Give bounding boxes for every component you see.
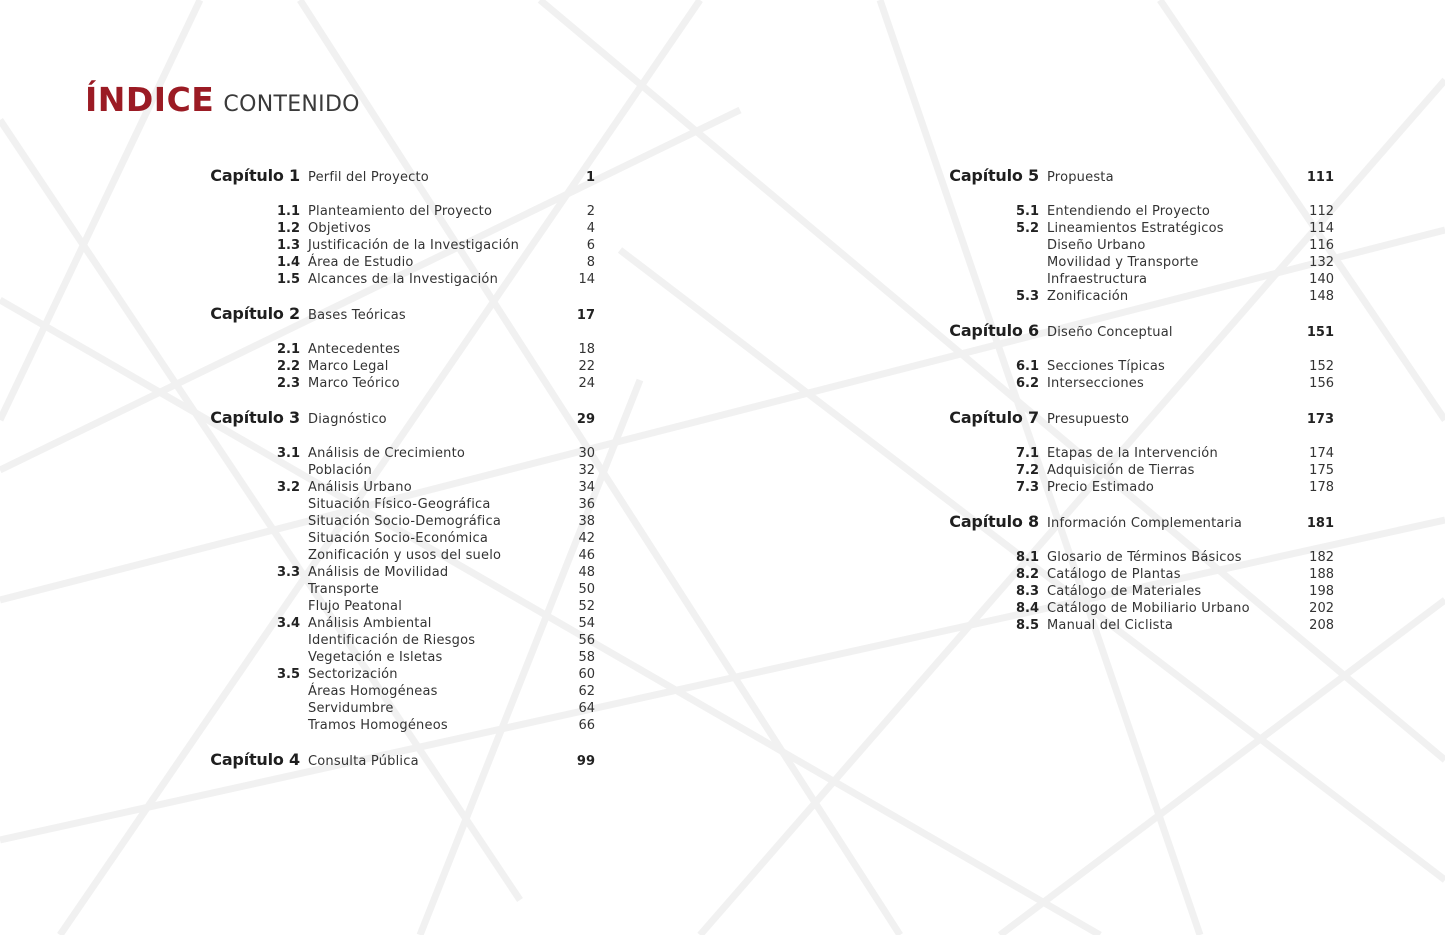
section-number: 8.2: [1015, 567, 1039, 582]
section-title: Situación Físico-Geográfica: [308, 497, 491, 512]
section-title: Manual del Ciclista: [1047, 618, 1174, 633]
index-title: ÍNDICE: [85, 80, 215, 119]
section-page-number: 48: [578, 565, 595, 580]
section-page-number: 38: [578, 514, 595, 529]
section-number: 8.5: [1015, 618, 1039, 633]
section-title: Situación Socio-Económica: [308, 531, 488, 546]
toc-entry-row[interactable]: [934, 550, 1334, 567]
section-number: 1.4: [276, 255, 300, 270]
page-header: [85, 80, 360, 119]
section-title: Lineamientos Estratégicos: [1047, 221, 1224, 236]
section-title: Planteamiento del Proyecto: [308, 204, 493, 219]
toc-entry-row[interactable]: [934, 601, 1334, 618]
section-number: 1.5: [276, 272, 300, 287]
section-title: Precio Estimado: [1047, 480, 1155, 495]
chapter-number: Capítulo 2: [210, 304, 300, 323]
toc-entry-row[interactable]: [195, 667, 595, 684]
toc-entry-row[interactable]: [195, 599, 595, 616]
section-title: Situación Socio-Demográfica: [308, 514, 501, 529]
section-title: Identificación de Riesgos: [308, 633, 476, 648]
section-number: 3.4: [276, 616, 300, 631]
section-page-number: 52: [578, 599, 595, 614]
section-title: Análisis Urbano: [308, 480, 412, 495]
section-page-number: 112: [1309, 204, 1334, 219]
section-page-number: 24: [578, 376, 595, 391]
section-page-number: 140: [1309, 272, 1334, 287]
section-title: Catálogo de Materiales: [1047, 584, 1202, 599]
chapter-number: Capítulo 4: [210, 750, 300, 769]
toc-entry-row[interactable]: [934, 480, 1334, 497]
chapter-number: Capítulo 7: [949, 408, 1039, 427]
toc-right-column: [934, 166, 1334, 650]
toc-entry-row[interactable]: [195, 359, 595, 376]
toc-entry-row[interactable]: [934, 204, 1334, 221]
section-number: 8.1: [1015, 550, 1039, 565]
section-page-number: 8: [586, 255, 595, 270]
section-number: 2.2: [276, 359, 300, 374]
toc-entry-row[interactable]: [195, 238, 595, 255]
section-title: Análisis de Crecimiento: [308, 446, 466, 461]
section-number: 5.1: [1015, 204, 1039, 219]
section-title: Marco Legal: [308, 359, 389, 374]
section-page-number: 58: [578, 650, 595, 665]
section-page-number: 32: [578, 463, 595, 478]
section-page-number: 50: [578, 582, 595, 597]
toc-entry-row[interactable]: [195, 616, 595, 633]
toc-entry-row[interactable]: [195, 221, 595, 238]
toc-entry-row[interactable]: [934, 446, 1334, 463]
section-title: Análisis Ambiental: [308, 616, 432, 631]
chapter-heading-row[interactable]: [934, 166, 1334, 188]
toc-entry-row[interactable]: [195, 342, 595, 359]
toc-entry-row[interactable]: [195, 548, 595, 565]
section-page-number: 188: [1309, 567, 1334, 582]
section-title: Etapas de la Intervención: [1047, 446, 1218, 461]
toc-entry-row[interactable]: [934, 618, 1334, 635]
toc-entry-row[interactable]: [195, 204, 595, 221]
section-number: 1.1: [276, 204, 300, 219]
chapter-title: Información Complementaria: [1047, 516, 1243, 531]
section-number: 2.3: [276, 376, 300, 391]
chapter-block: [195, 166, 595, 289]
chapter-number: Capítulo 6: [949, 321, 1039, 340]
section-title: Infraestructura: [1047, 272, 1148, 287]
toc-entry-row[interactable]: [934, 359, 1334, 376]
section-number: 3.1: [276, 446, 300, 461]
toc-entry-row[interactable]: [195, 684, 595, 701]
section-title: Vegetación e Isletas: [308, 650, 443, 665]
section-title: Glosario de Términos Básicos: [1047, 550, 1242, 565]
section-page-number: 30: [578, 446, 595, 461]
section-number: 6.2: [1015, 376, 1039, 391]
toc-left-column: [195, 166, 595, 788]
chapter-page-number: 151: [1306, 325, 1334, 340]
section-page-number: 202: [1309, 601, 1334, 616]
section-title: Sectorización: [308, 667, 398, 682]
section-page-number: 152: [1309, 359, 1334, 374]
section-number: 3.2: [276, 480, 300, 495]
toc-entry-row[interactable]: [934, 272, 1334, 289]
section-title: Alcances de la Investigación: [308, 272, 499, 287]
section-page-number: 208: [1309, 618, 1334, 633]
chapter-block: [195, 304, 595, 393]
toc-entry-row[interactable]: [195, 650, 595, 667]
toc-entry-row[interactable]: [195, 633, 595, 650]
toc-entry-row[interactable]: [195, 718, 595, 735]
section-title: Catálogo de Plantas: [1047, 567, 1181, 582]
toc-entry-row[interactable]: [195, 446, 595, 463]
section-page-number: 56: [578, 633, 595, 648]
chapter-heading-row[interactable]: [195, 750, 595, 772]
section-title: Diseño Urbano: [1047, 238, 1146, 253]
chapter-block: [934, 512, 1334, 635]
section-page-number: 132: [1309, 255, 1334, 270]
section-page-number: 42: [578, 531, 595, 546]
section-number: 7.3: [1015, 480, 1039, 495]
section-number: 7.1: [1015, 446, 1039, 461]
section-number: 7.2: [1015, 463, 1039, 478]
section-title: Entendiendo el Proyecto: [1047, 204, 1211, 219]
section-page-number: 2: [586, 204, 595, 219]
chapter-heading-row[interactable]: [195, 166, 595, 188]
chapter-block: [934, 166, 1334, 306]
section-page-number: 14: [578, 272, 595, 287]
section-title: Análisis de Movilidad: [308, 565, 449, 580]
section-page-number: 64: [578, 701, 595, 716]
section-title: Justificación de la Investigación: [308, 238, 520, 253]
chapter-title: Presupuesto: [1047, 412, 1130, 427]
chapter-heading-row[interactable]: [934, 408, 1334, 430]
chapter-title: Bases Teóricas: [308, 308, 406, 323]
section-page-number: 60: [578, 667, 595, 682]
section-page-number: 198: [1309, 584, 1334, 599]
section-title: Áreas Homogéneas: [308, 684, 438, 699]
toc-entry-row[interactable]: [195, 480, 595, 497]
section-page-number: 66: [578, 718, 595, 733]
section-title: Área de Estudio: [308, 255, 414, 270]
chapter-number: Capítulo 5: [949, 166, 1039, 185]
chapter-block: [934, 321, 1334, 393]
section-page-number: 4: [586, 221, 595, 236]
section-page-number: 178: [1309, 480, 1334, 495]
toc-entry-row[interactable]: [934, 221, 1334, 238]
toc-entry-row[interactable]: [195, 255, 595, 272]
section-title: Intersecciones: [1047, 376, 1144, 391]
chapter-page-number: 111: [1306, 170, 1334, 185]
section-title: Catálogo de Mobiliario Urbano: [1047, 601, 1250, 616]
section-title: Secciones Típicas: [1047, 359, 1165, 374]
section-title: Servidumbre: [308, 701, 394, 716]
toc-entry-row[interactable]: [934, 567, 1334, 584]
chapter-block: [195, 750, 595, 772]
section-page-number: 174: [1309, 446, 1334, 461]
toc-entry-row[interactable]: [195, 582, 595, 599]
section-title: Zonificación y usos del suelo: [308, 548, 502, 563]
section-page-number: 148: [1309, 289, 1334, 304]
chapter-title: Consulta Pública: [308, 754, 419, 769]
section-page-number: 36: [578, 497, 595, 512]
section-number: 5.2: [1015, 221, 1039, 236]
section-page-number: 54: [578, 616, 595, 631]
toc-entry-row[interactable]: [195, 463, 595, 480]
section-page-number: 34: [578, 480, 595, 495]
toc-entry-row[interactable]: [195, 497, 595, 514]
section-page-number: 18: [578, 342, 595, 357]
chapter-page-number: 181: [1306, 516, 1334, 531]
chapter-heading-row[interactable]: [195, 408, 595, 430]
toc-entry-row[interactable]: [934, 463, 1334, 480]
chapter-title: Diagnóstico: [308, 412, 387, 427]
toc-entry-row[interactable]: [195, 701, 595, 718]
section-page-number: 114: [1309, 221, 1334, 236]
chapter-number: Capítulo 8: [949, 512, 1039, 531]
section-page-number: 46: [578, 548, 595, 563]
chapter-title: Propuesta: [1047, 170, 1114, 185]
section-page-number: 156: [1309, 376, 1334, 391]
section-title: Objetivos: [308, 221, 372, 236]
section-page-number: 182: [1309, 550, 1334, 565]
section-number: 1.3: [276, 238, 300, 253]
section-title: Transporte: [308, 582, 379, 597]
chapter-title: Perfil del Proyecto: [308, 170, 429, 185]
index-subtitle: CONTENIDO: [223, 92, 360, 117]
chapter-heading-row[interactable]: [934, 321, 1334, 343]
section-number: 3.3: [276, 565, 300, 580]
chapter-page-number: 99: [576, 754, 595, 769]
chapter-block: [195, 408, 595, 735]
section-number: 1.2: [276, 221, 300, 236]
section-title: Flujo Peatonal: [308, 599, 403, 614]
chapter-heading-row[interactable]: [934, 512, 1334, 534]
chapter-number: Capítulo 3: [210, 408, 300, 427]
section-number: 6.1: [1015, 359, 1039, 374]
section-number: 5.3: [1015, 289, 1039, 304]
section-title: Antecedentes: [308, 342, 401, 357]
toc-entry-row[interactable]: [934, 238, 1334, 255]
section-title: Tramos Homogéneos: [308, 718, 448, 733]
section-page-number: 116: [1309, 238, 1334, 253]
toc-entry-row[interactable]: [195, 531, 595, 548]
chapter-page-number: 1: [585, 170, 595, 185]
toc-entry-row[interactable]: [934, 584, 1334, 601]
toc-entry-row[interactable]: [195, 514, 595, 531]
chapter-title: Diseño Conceptual: [1047, 325, 1173, 340]
toc-entry-row[interactable]: [195, 272, 595, 289]
section-number: 8.3: [1015, 584, 1039, 599]
section-page-number: 62: [578, 684, 595, 699]
section-number: 3.5: [276, 667, 300, 682]
toc-entry-row[interactable]: [934, 255, 1334, 272]
section-number: 2.1: [276, 342, 300, 357]
section-page-number: 175: [1309, 463, 1334, 478]
section-title: Zonificación: [1047, 289, 1129, 304]
section-title: Marco Teórico: [308, 376, 400, 391]
toc-entry-row[interactable]: [195, 565, 595, 582]
chapter-page-number: 17: [576, 308, 595, 323]
section-page-number: 6: [586, 238, 595, 253]
chapter-block: [934, 408, 1334, 497]
section-title: Movilidad y Transporte: [1047, 255, 1199, 270]
section-title: Población: [308, 463, 372, 478]
section-title: Adquisición de Tierras: [1047, 463, 1195, 478]
toc-entry-row[interactable]: [195, 376, 595, 393]
section-number: 8.4: [1015, 601, 1039, 616]
chapter-page-number: 29: [576, 412, 595, 427]
section-page-number: 22: [578, 359, 595, 374]
chapter-page-number: 173: [1306, 412, 1334, 427]
toc-entry-row[interactable]: [934, 376, 1334, 393]
chapter-heading-row[interactable]: [195, 304, 595, 326]
toc-entry-row[interactable]: [934, 289, 1334, 306]
chapter-number: Capítulo 1: [210, 166, 300, 185]
